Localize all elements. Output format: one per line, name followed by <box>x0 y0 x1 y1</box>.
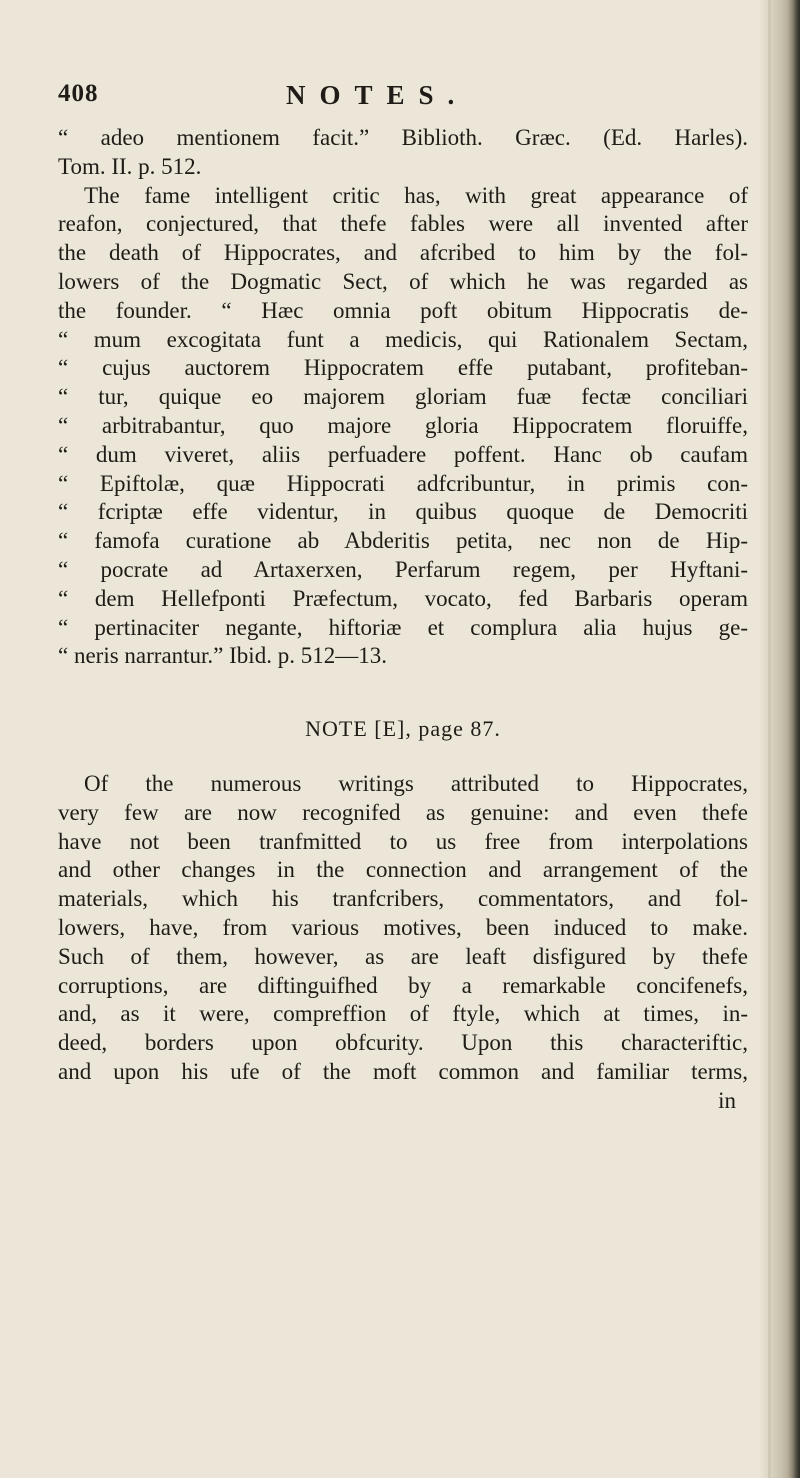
text-line: The fame intelligent critic has, with great appearance of <box>84 182 748 208</box>
text-line: “ adeo mentionem facit.” Biblioth. Græc. (Ed. Harles). <box>58 125 748 150</box>
text-line: “ tur, quique eo majorem gloriam fuæ fectæ conciliari <box>58 384 748 410</box>
text-line: “ Epiftolæ, quæ Hippocrati adfcribuntur, in primis con- <box>58 470 748 496</box>
book-page <box>58 0 748 1478</box>
text-line: Tom. II. p. 512. <box>58 153 202 179</box>
paragraph-2 <box>58 182 748 672</box>
text-line: “ mum excogitata funt a medicis, qui Rationalem Sectam, <box>58 326 748 352</box>
text-line: and, as it were, compreffion of ftyle, which at times, in- <box>58 1001 748 1027</box>
text-line: materials, which his tranfcribers, commentators, and fol- <box>58 886 748 912</box>
text-line: reafon, conjectured, that thefe fables were all invented after <box>58 211 748 237</box>
text-line: “ arbitrabantur, quo majore gloria Hippocratem floruiffe, <box>58 412 748 438</box>
text-line: very few are now recognifed as genuine: and even thefe <box>58 799 748 825</box>
page-edge-shadow <box>758 0 800 1478</box>
section-title: NOTES. <box>286 80 469 110</box>
text-line: the founder. “ Hæc omnia poft obitum Hippocratis de- <box>58 297 748 323</box>
text-line: “ famofa curatione ab Abderitis petita, nec non de Hip- <box>58 528 748 554</box>
paragraph-1 <box>58 124 748 182</box>
catchword: in <box>718 1087 736 1113</box>
text-line: the death of Hippocrates, and afcribed to him by the fol- <box>58 240 748 266</box>
text-line: “ pocrate ad Artaxerxen, Perfarum regem, per Hyftani- <box>58 556 748 582</box>
note-heading: NOTE [E], page 87. <box>305 716 501 742</box>
text-line: “ fcriptæ effe videntur, in quibus quoque de Democriti <box>58 499 748 525</box>
text-line: “ pertinaciter negante, hiftoriæ et complura alia hujus ge- <box>58 614 748 640</box>
text-line: lowers of the Dogmatic Sect, of which he was regarded as <box>58 268 748 294</box>
page-number: 408 <box>58 80 99 107</box>
text-line: “ dum viveret, aliis perfuadere poffent. Hanc ob caufam <box>58 441 748 467</box>
text-line: corruptions, are diftinguifhed by a remarkable concifenefs, <box>58 972 748 998</box>
text-line: lowers, have, from various motives, been induced to make. <box>58 914 748 940</box>
text-line: deed, borders upon obfcurity. Upon this characteriftic, <box>58 1030 748 1056</box>
text-line: and upon his ufe of the moft common and familiar terms, <box>58 1058 748 1084</box>
running-head <box>58 80 748 116</box>
text-line: Such of them, however, as are leaft disfigured by thefe <box>58 943 748 969</box>
text-line: and other changes in the connection and arrangement of the <box>58 857 748 883</box>
text-line: have not been tranfmitted to us free from interpolations <box>58 828 748 854</box>
body-text <box>58 124 748 1116</box>
paragraph-3 <box>58 770 748 1116</box>
text-line: “ cujus auctorem Hippocratem effe putabant, profiteban- <box>58 355 748 381</box>
text-line: “ dem Hellefponti Præfectum, vocato, fed Barbaris operam <box>58 585 748 611</box>
text-line: Of the numerous writings attributed to Hippocrates, <box>84 770 748 796</box>
text-line: “ neris narrantur.” Ibid. p. 512—13. <box>58 643 387 669</box>
